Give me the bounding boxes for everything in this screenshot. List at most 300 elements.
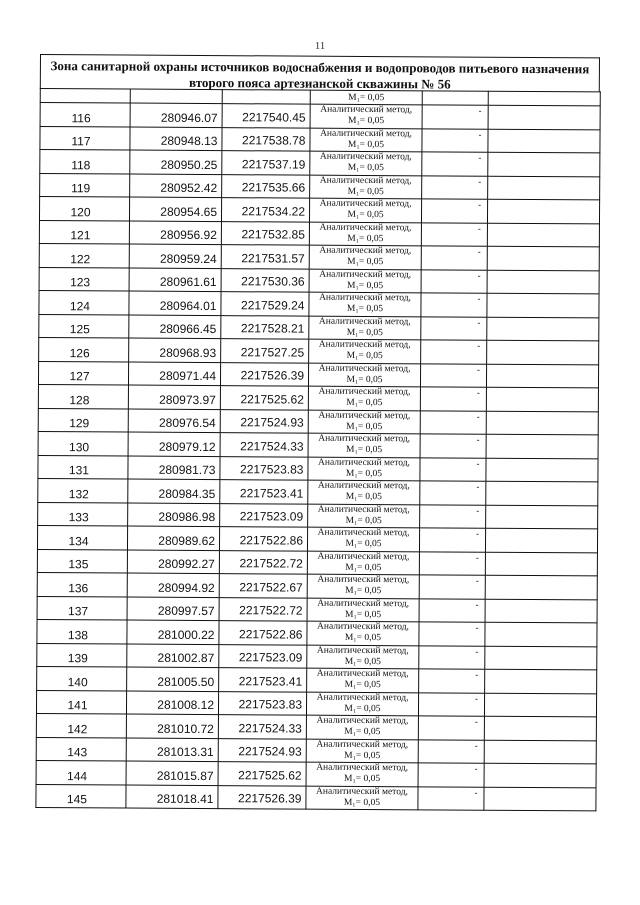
cell-blank xyxy=(485,575,597,599)
method-text: Аналитический метод, xyxy=(319,151,412,163)
point-number: 144 xyxy=(36,760,126,784)
point-number: 119 xyxy=(40,173,130,197)
coordinate-x: 281005.50 xyxy=(127,667,219,691)
dash-mark: - xyxy=(475,646,479,657)
dash-mark: - xyxy=(477,293,481,304)
cell-blank xyxy=(486,505,598,529)
cell-method xyxy=(309,339,421,363)
cell-blank xyxy=(488,176,600,200)
method-text: Аналитический метод, xyxy=(320,104,413,116)
cell-blank xyxy=(40,89,130,104)
dash-mark: - xyxy=(474,716,478,727)
coordinates-table xyxy=(35,88,600,811)
cell-dash xyxy=(419,622,485,646)
cell-blank xyxy=(485,552,597,576)
precision-text: M₁= 0,05 xyxy=(344,632,382,644)
coordinate-y: 2217525.62 xyxy=(220,386,308,410)
coordinate-x: 280976.54 xyxy=(128,409,220,433)
method-text: Аналитический метод, xyxy=(319,269,412,280)
coordinate-y: 2217540.45 xyxy=(222,104,310,128)
table-row xyxy=(36,737,596,764)
coordinate-x: 280984.35 xyxy=(128,479,220,503)
cell-method xyxy=(308,480,420,504)
dash-mark: - xyxy=(478,129,482,140)
cell-dash xyxy=(418,692,484,716)
cell-method xyxy=(308,457,420,481)
coordinate-x: 280968.93 xyxy=(129,338,221,362)
coordinate-y: 2217523.09 xyxy=(219,644,307,668)
cell-method xyxy=(310,175,422,199)
point-number: 118 xyxy=(40,150,130,174)
dash-mark: - xyxy=(477,246,481,257)
method-text: Аналитический метод, xyxy=(320,128,412,139)
coordinate-y: 2217529.24 xyxy=(221,292,309,316)
coordinate-x: 281008.12 xyxy=(126,691,218,715)
method-text: Аналитический метод, xyxy=(318,386,411,398)
point-number: 135 xyxy=(37,549,127,573)
precision-text: M₁= 0,05 xyxy=(346,303,384,315)
cell-blank xyxy=(487,293,599,317)
coordinate-y: 2217535.66 xyxy=(222,174,310,198)
table-row xyxy=(38,408,598,435)
cell-blank xyxy=(485,646,597,670)
coordinate-x: 280959.24 xyxy=(129,244,221,268)
coordinate-x: 280961.61 xyxy=(129,268,221,292)
precision-text: M₁= 0,05 xyxy=(345,562,382,573)
cell-blank xyxy=(486,364,598,388)
method-text: Аналитический метод, xyxy=(318,433,411,445)
dash-mark: - xyxy=(475,669,479,680)
cell-dash xyxy=(418,739,484,763)
precision-text: M₁= 0,05 xyxy=(347,162,384,174)
point-number: 139 xyxy=(37,643,127,667)
precision-text: M₁= 0,05 xyxy=(344,750,381,761)
coordinate-y: 2217522.86 xyxy=(219,621,307,645)
cell-dash xyxy=(419,551,485,575)
table-row xyxy=(36,713,596,740)
cell-dash xyxy=(420,387,486,411)
cell-blank xyxy=(486,481,598,505)
cell-dash xyxy=(419,575,485,599)
cell-blank xyxy=(486,458,598,482)
table-row xyxy=(39,337,599,364)
method-text: Аналитический метод, xyxy=(316,692,409,703)
dash-mark: - xyxy=(478,199,482,210)
cell-blank xyxy=(486,387,598,411)
cell-blank xyxy=(486,434,598,458)
precision-text: M₁= 0,05 xyxy=(348,115,385,127)
method-text: Аналитический метод, xyxy=(316,762,409,774)
cell-method xyxy=(308,386,420,410)
cell-method xyxy=(309,292,421,316)
table-row xyxy=(39,314,599,341)
method-text: Аналитический метод, xyxy=(319,245,412,257)
point-number: 134 xyxy=(37,525,127,549)
dash-mark: - xyxy=(476,387,480,398)
dash-mark: - xyxy=(475,599,479,610)
dash-mark: - xyxy=(475,552,479,563)
coordinate-x: 280954.65 xyxy=(129,197,221,221)
coordinate-x: 281013.31 xyxy=(126,738,218,762)
cell-blank xyxy=(485,528,597,552)
coordinate-y: 2217523.41 xyxy=(220,480,308,504)
cell-blank xyxy=(485,622,597,646)
cell-blank xyxy=(487,199,599,223)
dash-mark: - xyxy=(474,787,478,798)
precision-text: M₁= 0,05 xyxy=(343,797,381,808)
cell-dash xyxy=(422,175,488,199)
coordinate-x: 280992.27 xyxy=(127,550,219,574)
table-row xyxy=(38,478,598,505)
precision-text: M₁= 0,05 xyxy=(346,327,383,338)
cell-method xyxy=(308,410,420,434)
cell-blank xyxy=(488,129,600,153)
cell-method xyxy=(306,715,418,739)
dash-mark: - xyxy=(478,105,482,116)
cell-method xyxy=(307,551,419,575)
cell-method xyxy=(307,574,419,598)
precision-text: M₁= 0,05 xyxy=(344,679,381,691)
table-row xyxy=(37,643,597,670)
cell-method xyxy=(306,762,418,786)
point-number: 122 xyxy=(39,243,129,267)
dash-mark: - xyxy=(474,763,478,774)
precision-text: M₁= 0,05 xyxy=(343,773,381,785)
coordinate-x: 280966.45 xyxy=(129,315,221,339)
cell-blank xyxy=(488,152,600,176)
precision-text: M₁= 0,05 xyxy=(344,726,381,738)
coordinate-x: 280989.62 xyxy=(127,526,219,550)
point-number: 133 xyxy=(38,502,128,526)
point-number: 140 xyxy=(37,666,127,690)
method-text: Аналитический метод, xyxy=(317,527,410,539)
cell-blank xyxy=(130,89,222,104)
dash-mark: - xyxy=(475,693,479,704)
method-text: Аналитический метод, xyxy=(316,668,409,680)
table-row xyxy=(37,572,597,599)
coordinate-y: 2217524.33 xyxy=(220,433,308,457)
dash-mark: - xyxy=(477,270,481,281)
dash-mark: - xyxy=(476,411,480,422)
cell-dash xyxy=(420,504,486,528)
table-row xyxy=(39,197,599,224)
coordinate-y: 2217528.21 xyxy=(221,315,309,339)
precision-text: M₁= 0,05 xyxy=(345,468,383,479)
dash-mark: - xyxy=(476,481,480,492)
coordinate-y: 2217532.85 xyxy=(221,221,309,245)
precision-text: M₁= 0,05 xyxy=(345,585,382,597)
precision-text: M₁= 0,05 xyxy=(346,280,384,291)
cell-blank xyxy=(484,693,596,717)
table-row xyxy=(38,431,598,458)
precision-text: M₁= 0,05 xyxy=(345,538,382,550)
cell-blank xyxy=(487,340,599,364)
cell-blank xyxy=(487,270,599,294)
method-text: Аналитический метод, xyxy=(317,574,410,586)
table-row xyxy=(37,525,597,552)
point-number: 125 xyxy=(39,314,129,338)
cell-dash xyxy=(418,716,484,740)
method-text: Аналитический метод, xyxy=(319,292,411,304)
cell-blank xyxy=(422,91,488,105)
coordinate-x: 280948.13 xyxy=(130,127,222,151)
point-number: 136 xyxy=(37,572,127,596)
dash-mark: - xyxy=(477,223,481,234)
cell-dash xyxy=(420,434,486,458)
coordinate-y: 2217526.39 xyxy=(220,362,308,386)
table-row xyxy=(38,361,598,388)
cell-dash xyxy=(421,316,487,340)
method-text: Аналитический метод, xyxy=(317,598,410,609)
cell-blank xyxy=(484,763,596,787)
dash-mark: - xyxy=(478,152,482,163)
dash-mark: - xyxy=(477,364,481,375)
precision-text: M₁= 0,05 xyxy=(347,233,384,244)
precision-text: M₁= 0,05 xyxy=(346,350,383,362)
precision-text: M₁= 0,05 xyxy=(347,186,384,197)
cell-dash xyxy=(419,645,485,669)
table-row xyxy=(40,173,600,200)
cell-dash xyxy=(421,222,487,246)
cell-dash xyxy=(419,598,485,622)
table-row xyxy=(39,220,599,247)
coordinate-y: 2217527.25 xyxy=(221,339,309,363)
dash-mark: - xyxy=(474,740,478,751)
method-text: Аналитический метод, xyxy=(317,480,410,492)
precision-text: M₁= 0,05 xyxy=(346,421,383,432)
cell-method xyxy=(310,128,422,152)
point-number: 128 xyxy=(38,384,128,408)
precision-text: M₁= 0,05 xyxy=(345,515,382,526)
point-number: 126 xyxy=(39,337,129,361)
precision-text: M₁= 0,05 xyxy=(348,92,385,104)
cell-dash xyxy=(422,105,488,129)
cell-method xyxy=(307,598,419,622)
coordinate-x: 281015.87 xyxy=(126,761,218,785)
cell-dash xyxy=(420,410,486,434)
dash-mark: - xyxy=(475,622,479,633)
table-body xyxy=(36,89,600,811)
cell-dash xyxy=(420,363,486,387)
point-number: 120 xyxy=(39,197,129,221)
table-row xyxy=(40,126,600,153)
coordinate-x: 281002.87 xyxy=(127,644,219,668)
cell-method xyxy=(308,504,420,528)
coordinate-y: 2217526.39 xyxy=(218,785,306,809)
point-number: 124 xyxy=(39,290,129,314)
cell-method xyxy=(306,692,418,716)
point-number: 129 xyxy=(38,408,128,432)
precision-text: M₁= 0,05 xyxy=(346,374,383,385)
precision-text: M₁= 0,05 xyxy=(345,444,383,456)
cell-method xyxy=(307,645,419,669)
point-number: 130 xyxy=(38,431,128,455)
precision-text: M₁= 0,05 xyxy=(344,609,382,620)
table-row xyxy=(37,596,597,623)
cell-method xyxy=(310,151,422,175)
precision-text: M₁= 0,05 xyxy=(344,656,381,667)
cell-method xyxy=(308,433,420,457)
cell-blank xyxy=(487,246,599,270)
cell-method xyxy=(307,527,419,551)
coordinate-x: 281018.41 xyxy=(126,785,218,809)
coordinate-y: 2217525.62 xyxy=(218,762,306,786)
method-text: Аналитический метод, xyxy=(316,786,408,797)
cell-blank xyxy=(484,787,596,811)
cell-method xyxy=(309,222,421,246)
cell-blank xyxy=(486,411,598,435)
coordinate-y: 2217530.36 xyxy=(221,268,309,292)
cell-dash xyxy=(421,340,487,364)
page-number: 11 xyxy=(314,40,326,52)
coordinate-y: 2217534.22 xyxy=(221,198,309,222)
method-text: Аналитический метод, xyxy=(316,645,409,656)
coordinates-sheet xyxy=(35,54,600,811)
table-row xyxy=(37,619,597,646)
cell-dash xyxy=(418,763,484,787)
cell-dash xyxy=(418,786,484,810)
coordinate-y: 2217523.41 xyxy=(219,668,307,692)
precision-text: M₁= 0,05 xyxy=(345,491,382,503)
coordinate-y: 2217537.19 xyxy=(222,151,310,175)
coordinate-x: 280979.12 xyxy=(128,432,220,456)
dash-mark: - xyxy=(476,458,480,469)
method-text: Аналитический метод, xyxy=(317,551,410,562)
cell-method xyxy=(310,104,422,128)
dash-mark: - xyxy=(478,176,482,187)
method-text: Аналитический метод, xyxy=(316,739,409,750)
cell-dash xyxy=(421,293,487,317)
point-number: 145 xyxy=(36,784,126,808)
cell-blank xyxy=(488,105,600,129)
coordinate-x: 281000.22 xyxy=(127,620,219,644)
method-text: Аналитический метод, xyxy=(319,222,412,233)
dash-mark: - xyxy=(476,528,480,539)
cell-blank xyxy=(487,223,599,247)
coordinate-y: 2217524.93 xyxy=(218,738,306,762)
coordinate-x: 281010.72 xyxy=(126,714,218,738)
table-row xyxy=(36,760,596,787)
point-number: 143 xyxy=(36,737,126,761)
method-text: Аналитический метод, xyxy=(318,339,411,351)
dash-mark: - xyxy=(476,505,480,516)
point-number: 123 xyxy=(39,267,129,291)
method-text: Аналитический метод, xyxy=(319,175,412,186)
document-title: Зона санитарной охраны источников водоснабжения и водопроводов питьевого назначения второго пояса артезианской скважины № 56 xyxy=(40,54,600,91)
cell-dash xyxy=(421,199,487,223)
dash-mark: - xyxy=(477,317,481,328)
point-number: 117 xyxy=(40,126,130,150)
coordinate-x: 280952.42 xyxy=(130,174,222,198)
point-number: 141 xyxy=(36,690,126,714)
method-text: Аналитический метод, xyxy=(317,504,410,515)
cell-method xyxy=(306,739,418,763)
point-number: 131 xyxy=(38,455,128,479)
cell-method xyxy=(309,316,421,340)
coordinate-y: 2217522.72 xyxy=(219,597,307,621)
cell-method xyxy=(309,269,421,293)
coordinate-x: 280986.98 xyxy=(128,503,220,527)
table-row xyxy=(38,384,598,411)
coordinate-y: 2217524.93 xyxy=(220,409,308,433)
cell-blank xyxy=(222,90,310,105)
table-row xyxy=(39,267,599,294)
point-number: 138 xyxy=(37,619,127,643)
cell-blank xyxy=(487,317,599,341)
cell-method xyxy=(310,90,422,105)
precision-text: M₁= 0,05 xyxy=(347,256,384,268)
table-row xyxy=(38,455,598,482)
cell-method xyxy=(307,668,419,692)
cell-method xyxy=(306,786,418,810)
coordinate-x: 280994.92 xyxy=(127,573,219,597)
cell-method xyxy=(307,621,419,645)
table-row xyxy=(37,549,597,576)
method-text: Аналитический метод, xyxy=(318,363,411,374)
table-row xyxy=(38,502,598,529)
precision-text: M₁= 0,05 xyxy=(347,139,385,150)
dash-mark: - xyxy=(476,434,480,445)
method-text: Аналитический метод, xyxy=(317,621,409,633)
coordinate-x: 280981.73 xyxy=(128,456,220,480)
coordinate-y: 2217523.09 xyxy=(220,503,308,527)
point-number: 137 xyxy=(37,596,127,620)
method-text: Аналитический метод, xyxy=(316,715,409,727)
coordinate-x: 280950.25 xyxy=(130,150,222,174)
table-row xyxy=(39,243,599,270)
coordinate-x: 280964.01 xyxy=(129,291,221,315)
point-number: 132 xyxy=(38,478,128,502)
precision-text: M₁= 0,05 xyxy=(347,209,384,221)
dash-mark: - xyxy=(477,340,481,351)
cell-dash xyxy=(422,128,488,152)
coordinate-x: 280997.57 xyxy=(127,597,219,621)
coordinate-x: 280946.07 xyxy=(130,103,222,127)
method-text: Аналитический метод, xyxy=(318,316,411,327)
method-text: Аналитический метод, xyxy=(318,410,411,421)
cell-dash xyxy=(421,246,487,270)
dash-mark: - xyxy=(475,575,479,586)
point-number: 121 xyxy=(39,220,129,244)
table-row xyxy=(40,150,600,177)
coordinate-y: 2217538.78 xyxy=(222,127,310,151)
table-row xyxy=(36,784,596,811)
cell-blank xyxy=(485,599,597,623)
coordinate-y: 2217524.33 xyxy=(218,715,306,739)
point-number: 127 xyxy=(38,361,128,385)
coordinate-y: 2217531.57 xyxy=(221,245,309,269)
coordinate-y: 2217523.83 xyxy=(220,456,308,480)
table-row xyxy=(39,290,599,317)
table-row xyxy=(36,690,596,717)
cell-dash xyxy=(419,528,485,552)
cell-dash xyxy=(421,269,487,293)
precision-text: M₁= 0,05 xyxy=(344,703,381,714)
cell-method xyxy=(309,198,421,222)
point-number: 116 xyxy=(40,103,130,127)
cell-blank xyxy=(485,669,597,693)
method-text: Аналитический метод, xyxy=(319,198,412,210)
cell-dash xyxy=(420,481,486,505)
table-row xyxy=(37,666,597,693)
cell-blank xyxy=(488,91,600,106)
cell-dash xyxy=(419,669,485,693)
coordinate-x: 280956.92 xyxy=(129,221,221,245)
coordinate-x: 280973.97 xyxy=(128,385,220,409)
cell-dash xyxy=(420,457,486,481)
point-number: 142 xyxy=(36,713,126,737)
cell-blank xyxy=(484,716,596,740)
